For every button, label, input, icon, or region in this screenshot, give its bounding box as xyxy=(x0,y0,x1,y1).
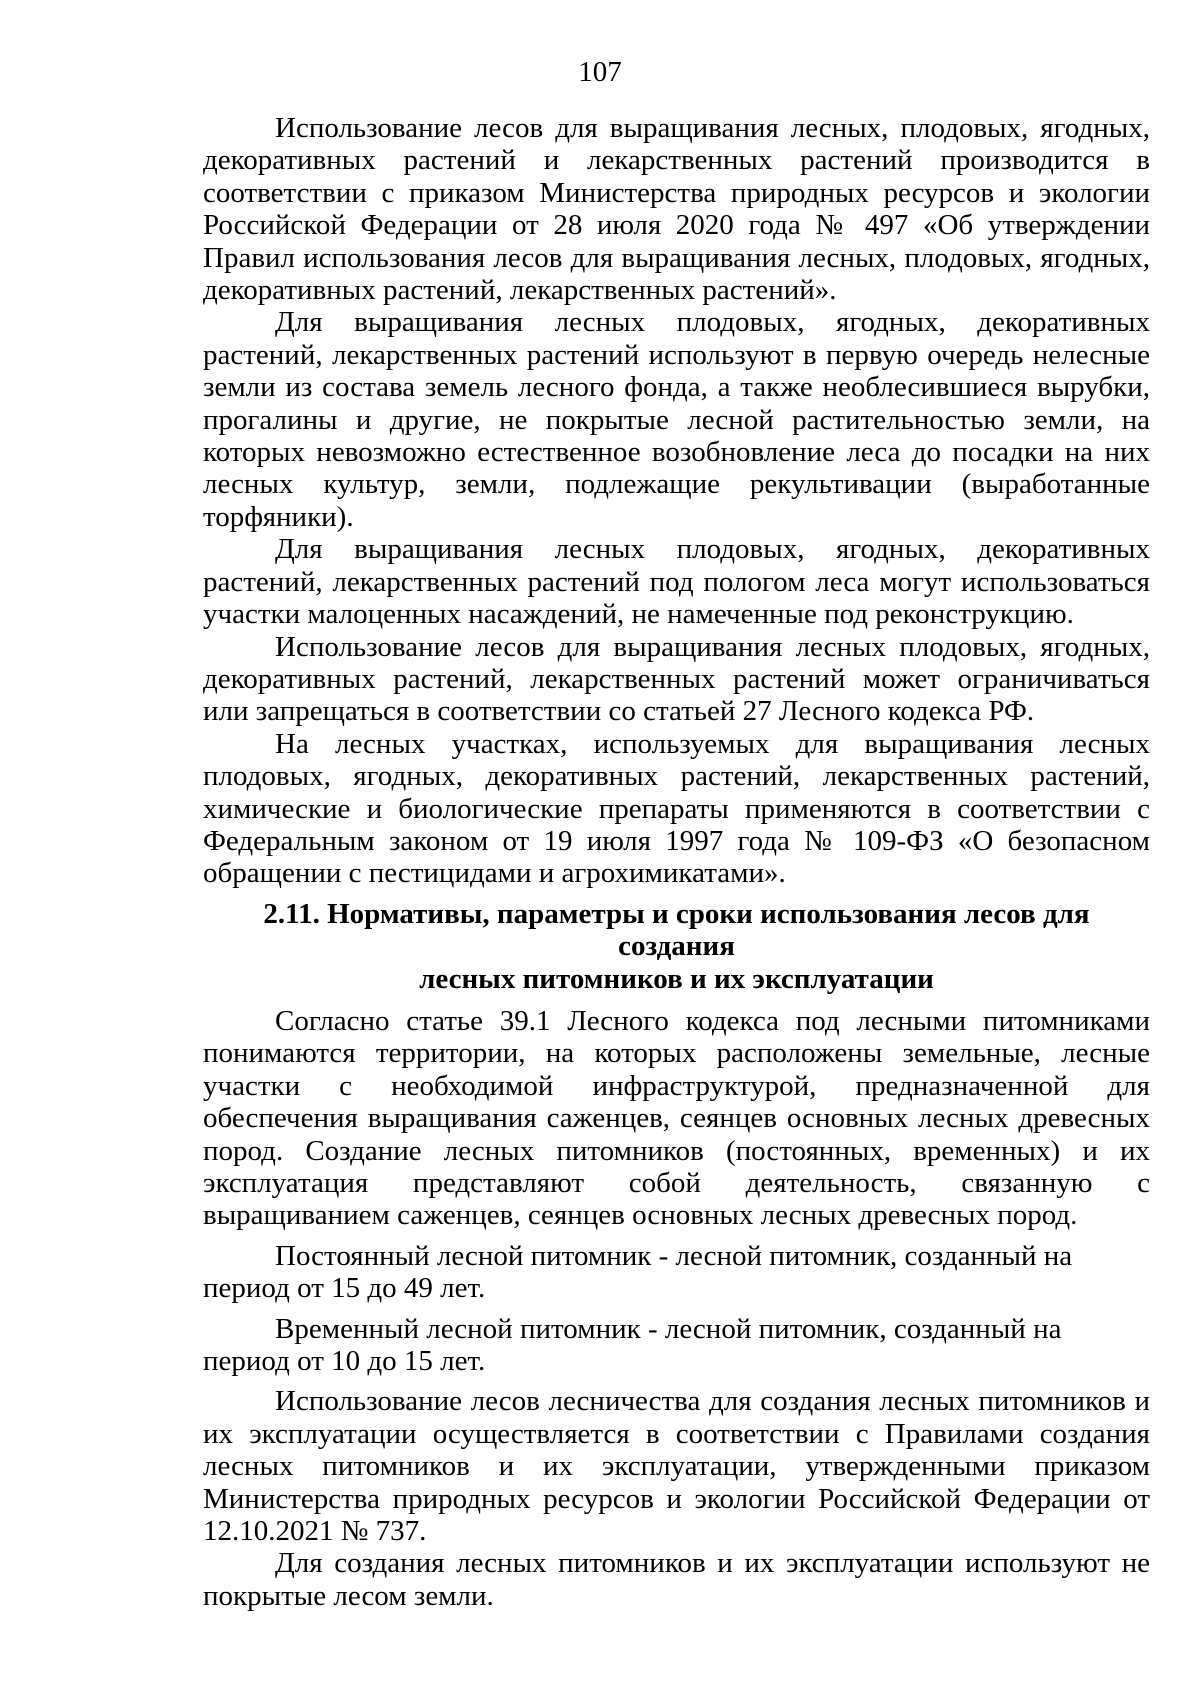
section-heading-line2: лесных питомников и их эксплуатации xyxy=(419,962,934,995)
page-number: 107 xyxy=(578,56,622,88)
document-body xyxy=(203,112,1150,1612)
paragraph-land-for-cultivation: Для выращивания лесных плодовых, ягодных, декоративных растений, лекарственных растений используют в первую очередь нелесные земли из состава земель лесного фонда, а также необлесившиеся вырубки, прогалины и другие, не покрытые лесной растительностью земли, на которых невозможно естественное возобновление леса до посадки на них лесных культур, земли, подлежащие рекультивации (выработанные торфяники). xyxy=(203,306,1150,533)
section-heading-line1: 2.11. Нормативы, параметры и сроки использования лесов для создания xyxy=(263,897,1090,963)
paragraph-chemicals: На лесных участках, используемых для выращивания лесных плодовых, ягодных, декоративных растений, лекарственных растений, химические и биологические препараты применяются в соответствии с Федеральным законом от 19 июля 1997 года № 109-ФЗ «О безопасном обращении с пестицидами и агрохимикатами». xyxy=(203,727,1150,890)
paragraph-permanent-nursery: Постоянный лесной питомник - лесной питомник, созданный на период от 15 до 49 лет. xyxy=(203,1239,1073,1305)
paragraph-restrictions: Использование лесов для выращивания лесных плодовых, ягодных, декоративных растений, лекарственных растений может ограничиваться или запрещаться в соответствии со статьей 27 Лесного кодекса РФ. xyxy=(203,630,1150,728)
paragraph-nursery-definition: Согласно статье 39.1 Лесного кодекса под лесными питомниками понимаются территории, на которых расположены земельные, лесные участки с необходимой инфраструктурой, предназначенной для обеспечения выращивания саженцев, сеянцев основных лесных древесных пород. Создание лесных питомников (постоянных, временных) и их эксплуатация представляют собой деятельность, связанную с выращиванием саженцев, сеянцев основных лесных древесных пород. xyxy=(203,1004,1150,1232)
section-heading xyxy=(203,898,1150,995)
paragraph-nursery-land: Для создания лесных питомников и их эксплуатации используют не покрытые лесом земли. xyxy=(203,1547,1150,1612)
paragraph-temporary-nursery: Временный лесной питомник - лесной питомник, созданный на период от 10 до 15 лет. xyxy=(203,1312,1062,1378)
paragraph-nursery-rules: Использование лесов лесничества для создания лесных питомников и их эксплуатации осуществляется в соответствии с Правилами создания лесных питомников и их эксплуатации, утвержденными приказом Министерства природных ресурсов и экологии Российской Федерации от 12.10.2021 № 737. xyxy=(203,1385,1150,1548)
paragraph-under-canopy: Для выращивания лесных плодовых, ягодных, декоративных растений, лекарственных растений под пологом леса могут использоваться участки малоценных насаждений, не намеченные под реконструкцию. xyxy=(203,533,1150,631)
paragraph-forest-use-plants: Использование лесов для выращивания лесных, плодовых, ягодных, декоративных растений и лекарственных растений производится в соответствии с приказом Министерства природных ресурсов и экологии Российской Федерации от 28 июля 2020 года № 497 «Об утверждении Правил использования лесов для выращивания лесных, плодовых, ягодных, декоративных растений, лекарственных растений». xyxy=(203,112,1150,307)
